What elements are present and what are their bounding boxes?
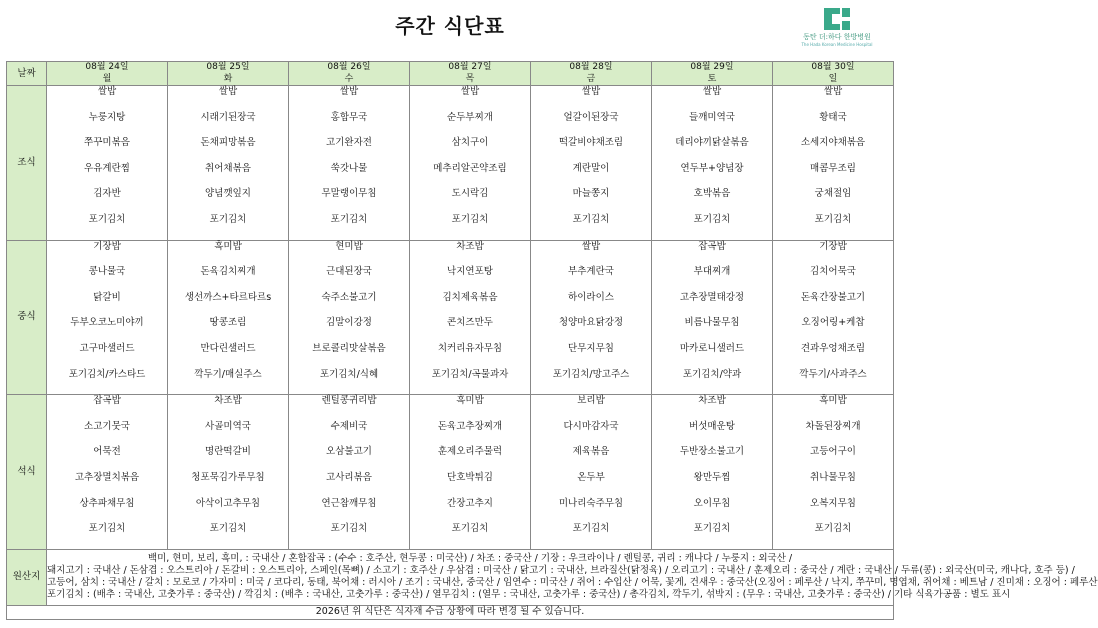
logo-name: 동탄 더:하다 한방병원 [803,33,871,41]
dinner-cell [773,395,894,550]
dinner-cell [289,395,410,550]
weekday-cell: 목 [410,74,531,86]
breakfast-cell [47,86,168,241]
dish-item: 양념깻잎지 [205,188,251,200]
dish-item: 포기김치 [330,213,368,225]
breakfast-cell [168,86,289,241]
logo-subtitle: The Hada Korean Medicine Hospital [801,42,873,47]
dish-item: 취어채볶음 [205,162,251,174]
dish-item: 부대찌개 [693,266,731,278]
dish-item: 포기김치 [814,213,852,225]
lunch-cell [773,240,894,395]
origin-line: 고등어, 삼치 : 국내산 / 갈치 : 모로코 / 가자미 : 미국 / 코다리, 동태, 북어채 : 러시아 / 조기 : 국내산, 중국산 / 임연수 : 미국산 / 쥐어 : 수입산 / 어묵, 꽃게, 건새우 : 중국산(오징어 : 페루산 / 낙지, 쭈꾸미, 명엽채, 쥐어채 : 베트남 / 진미채 : 오징어 : 페루산 [47,577,1098,589]
date-row [7,62,894,74]
dish-item: 고추장멸치볶음 [74,471,140,483]
dish-item: 아삭이고추무침 [195,497,261,509]
row-label-dinner: 석식 [7,395,47,550]
date-cell: 08월 26일 [289,62,410,74]
breakfast-cell [410,86,531,241]
dish-item: 떡갈비야채조림 [558,137,624,149]
dish-item: 깍두기/매실주스 [194,368,262,380]
weekday-cell: 금 [531,74,652,86]
dish-item: 청양마요닭강정 [558,317,624,329]
dish-item: 돈육김치찌개 [200,266,256,278]
dish-item: 쌀밥 [460,86,480,97]
weekday-cell: 수 [289,74,410,86]
dish-item: 포기김치 [572,523,610,535]
dish-item: 포기김치/망고주스 [552,368,630,380]
row-label-lunch: 중식 [7,240,47,395]
breakfast-cell [289,86,410,241]
dish-item: 돈육고추장찌개 [437,420,503,432]
dish-item: 고기완자전 [326,137,372,149]
dish-item: 잡곡밥 [698,240,726,252]
dish-item: 김자반 [93,188,121,200]
breakfast-cell [652,86,773,241]
dish-item: 흑미밥 [456,395,484,407]
lunch-row [7,240,894,395]
dish-item: 마카로니샐러드 [679,342,745,354]
dish-item: 브로콜리맛살볶음 [312,342,386,354]
row-label-date: 날짜 [7,62,47,86]
dish-item: 포기김치/곡물과자 [431,368,509,380]
dish-item: 비름나물무침 [684,317,740,329]
dish-item: 오이무침 [693,497,731,509]
dish-item: 단호박튀김 [447,471,493,483]
row-label-origin: 원산지 [7,549,47,605]
dish-item: 쌀밥 [823,86,843,97]
dinner-cell [531,395,652,550]
breakfast-cell [773,86,894,241]
dish-item: 들깨미역국 [689,111,735,123]
dish-item: 포기김치/약과 [682,368,742,380]
lunch-cell [652,240,773,395]
dish-item: 차조밥 [698,395,726,407]
dish-item: 땅콩조림 [209,317,247,329]
dish-item: 데리야끼닭살볶음 [675,137,749,149]
dish-item: 명란떡갈비 [205,446,251,458]
date-cell: 08월 25일 [168,62,289,74]
notice-row [7,605,894,619]
weekday-cell: 월 [47,74,168,86]
dish-item: 흑미밥 [214,240,242,252]
dish-item: 계란말이 [572,162,610,174]
dish-item: 쌀밥 [97,86,117,97]
dish-item: 우유계란찜 [84,162,130,174]
dish-item: 낙지연포탕 [447,266,493,278]
dish-item: 부추계란국 [568,266,614,278]
dish-item: 김말이강정 [326,317,372,329]
origin-line: 돼지고기 : 국내산 / 돈삼겹 : 오스트리아 / 돈갈비 : 오스트리아, 스페인(목뼈) / 소고기 : 호주산 / 우삼겹 : 미국산 / 닭고기 : 국내산, 브라질산(닭정육) / 오리고기 : 국내산 / 훈제오리 : 중국산 / 계란 : 국내산 / 두류(콩) : 외국산(미국, 캐나다, 호주 등) / [47,565,1075,577]
dish-item: 돈채피망볶음 [200,137,256,149]
dish-item: 사골미역국 [205,420,251,432]
dish-item: 훈제오리주물럭 [437,446,503,458]
dish-item: 도시락김 [451,188,489,200]
dish-item: 홍합무국 [330,111,368,123]
dish-item: 누룽지탕 [88,111,126,123]
dish-item: 미나리숙주무침 [558,497,624,509]
weekly-menu-table [6,61,1098,620]
dinner-cell [410,395,531,550]
dish-item: 흑미밥 [819,395,847,407]
dish-item: 포기김치/카스타드 [68,368,146,380]
dish-item: 포기김치 [88,213,126,225]
lunch-cell [531,240,652,395]
dish-item: 오복지무침 [810,497,856,509]
dish-item: 포기김치 [814,523,852,535]
dish-item: 고등어구이 [810,446,856,458]
date-cell: 08월 30일 [773,62,894,74]
dish-item: 김치어묵국 [810,266,856,278]
dish-item: 메추리알곤약조림 [433,162,507,174]
dish-item: 포기김치 [693,523,731,535]
lunch-cell [47,240,168,395]
dish-item: 제육볶음 [572,446,610,458]
dish-item: 오징어링+케찹 [801,317,865,329]
dish-item: 치커리유자무침 [437,342,503,354]
dish-item: 청포묵김가루무침 [191,471,265,483]
row-label-breakfast: 조식 [7,86,47,241]
dish-item: 마늘쫑지 [572,188,610,200]
dish-item: 연두부+양념장 [680,162,744,174]
dish-item: 왕만두찜 [693,471,731,483]
dish-item: 콘치즈만두 [447,317,493,329]
date-cell: 08월 28일 [531,62,652,74]
dish-item: 무말랭이무침 [321,188,377,200]
dish-item: 현미밥 [335,240,363,252]
dish-item: 쌀밥 [581,240,601,252]
dish-item: 견과우엉채조림 [800,342,866,354]
dish-item: 매콤무조림 [810,162,856,174]
dish-item: 취나물무침 [810,471,856,483]
dish-item: 차돌된장찌개 [805,420,861,432]
dish-item: 소세지야채볶음 [800,137,866,149]
dish-item: 쌀밥 [339,86,359,97]
weekday-row [7,74,894,86]
page-title: 주간 식단표 [395,14,505,38]
dish-item: 닭갈비 [93,291,121,303]
dish-item: 포기김치 [572,213,610,225]
origin-line: 포기김치 : (배추 : 국내산, 고춧가루 : 중국산) / 깍김치 : (배추 : 국내산, 고춧가루 : 중국산) / 열무김치 : (열무 : 국내산, 고춧가루 : 중국산) / 총각김치, 깍두기, 섞박지 : (무우 : 국내산, 고춧가루 : 중국산) / 기타 식육가공품 : 별도 표시 [47,589,1011,601]
dish-item: 쑥갓나물 [330,162,368,174]
dish-item: 소고기뭇국 [84,420,130,432]
dish-item: 김치제육볶음 [442,291,498,303]
dish-item: 고구마샐러드 [79,342,135,354]
notice-text: 2026년 위 식단은 식자재 수급 상황에 따라 변경 될 수 있습니다. [7,605,894,619]
dish-item: 삼치구이 [451,137,489,149]
dish-item: 수제비국 [330,420,368,432]
dish-item: 두부오코노미야끼 [70,317,144,329]
origin-row [7,549,894,605]
dish-item: 차조밥 [214,395,242,407]
origin-info [47,549,1098,605]
dish-item: 연근참깨무침 [321,497,377,509]
dish-item: 두반장소불고기 [679,446,745,458]
dish-item: 포기김치 [88,523,126,535]
dish-item: 버섯매운탕 [689,420,735,432]
hospital-logo [792,8,882,52]
dish-item: 포기김치 [209,213,247,225]
dish-item: 근대된장국 [326,266,372,278]
date-cell: 08월 24일 [47,62,168,74]
dish-item: 깍두기/사과주스 [799,368,867,380]
dish-item: 포기김치 [209,523,247,535]
dish-item: 어묵전 [93,446,121,458]
dish-item: 쌀밥 [702,86,722,97]
dish-item: 호박볶음 [693,188,731,200]
date-cell: 08월 29일 [652,62,773,74]
dish-item: 황태국 [819,111,847,123]
dish-item: 숙주소불고기 [321,291,377,303]
dish-item: 온두부 [577,471,605,483]
dish-item: 생선까스+타르타르s [184,291,272,303]
dish-item: 기장밥 [93,240,121,252]
dish-item: 만다린샐러드 [200,342,256,354]
dish-item: 간장고추지 [447,497,493,509]
dish-item: 기장밥 [819,240,847,252]
breakfast-cell [531,86,652,241]
dish-item: 포기김치 [693,213,731,225]
dish-item: 포기김치 [451,523,489,535]
dish-item: 고사리볶음 [326,471,372,483]
dish-item: 시래기된장국 [200,111,256,123]
dish-item: 고추장멸태강정 [679,291,745,303]
dish-item: 차조밥 [456,240,484,252]
dish-item: 포기김치 [451,213,489,225]
dish-item: 하이라이스 [568,291,614,303]
logo-mark-icon [824,8,850,30]
dish-item: 포기김치 [330,523,368,535]
breakfast-row [7,86,894,241]
lunch-cell [410,240,531,395]
dish-item: 순두부찌개 [447,111,493,123]
dinner-cell [47,395,168,550]
date-cell: 08월 27일 [410,62,531,74]
dish-item: 포기김치/식혜 [319,368,379,380]
dish-item: 잡곡밥 [93,395,121,407]
dish-item: 상추파채무침 [79,497,135,509]
dish-item: 보리밥 [577,395,605,407]
weekday-cell: 화 [168,74,289,86]
dish-item: 다시마감자국 [563,420,619,432]
dish-item: 단무지무침 [568,342,614,354]
dish-item: 오삼불고기 [326,446,372,458]
dish-item: 콩나물국 [88,266,126,278]
lunch-cell [289,240,410,395]
weekday-cell: 토 [652,74,773,86]
dish-item: 궁채절임 [814,188,852,200]
weekday-cell: 일 [773,74,894,86]
dish-item: 렌틸콩귀리밥 [321,395,377,407]
dish-item: 쌀밥 [218,86,238,97]
dinner-cell [168,395,289,550]
dish-item: 돈육간장불고기 [800,291,866,303]
dish-item: 쌀밥 [581,86,601,97]
dinner-cell [652,395,773,550]
dish-item: 쭈꾸미볶음 [84,137,130,149]
dinner-row [7,395,894,550]
origin-line: 백미, 현미, 보리, 흑미, : 국내산 / 혼합잡곡 : (수수 : 호주산, 현두콩 : 미국산) / 차조 : 중국산 / 기장 : 우크라이나 / 렌틸콩, 귀리 : 캐나다 / 누룽지 : 외국산 / [147,553,793,565]
lunch-cell [168,240,289,395]
dish-item: 얼갈이된장국 [563,111,619,123]
